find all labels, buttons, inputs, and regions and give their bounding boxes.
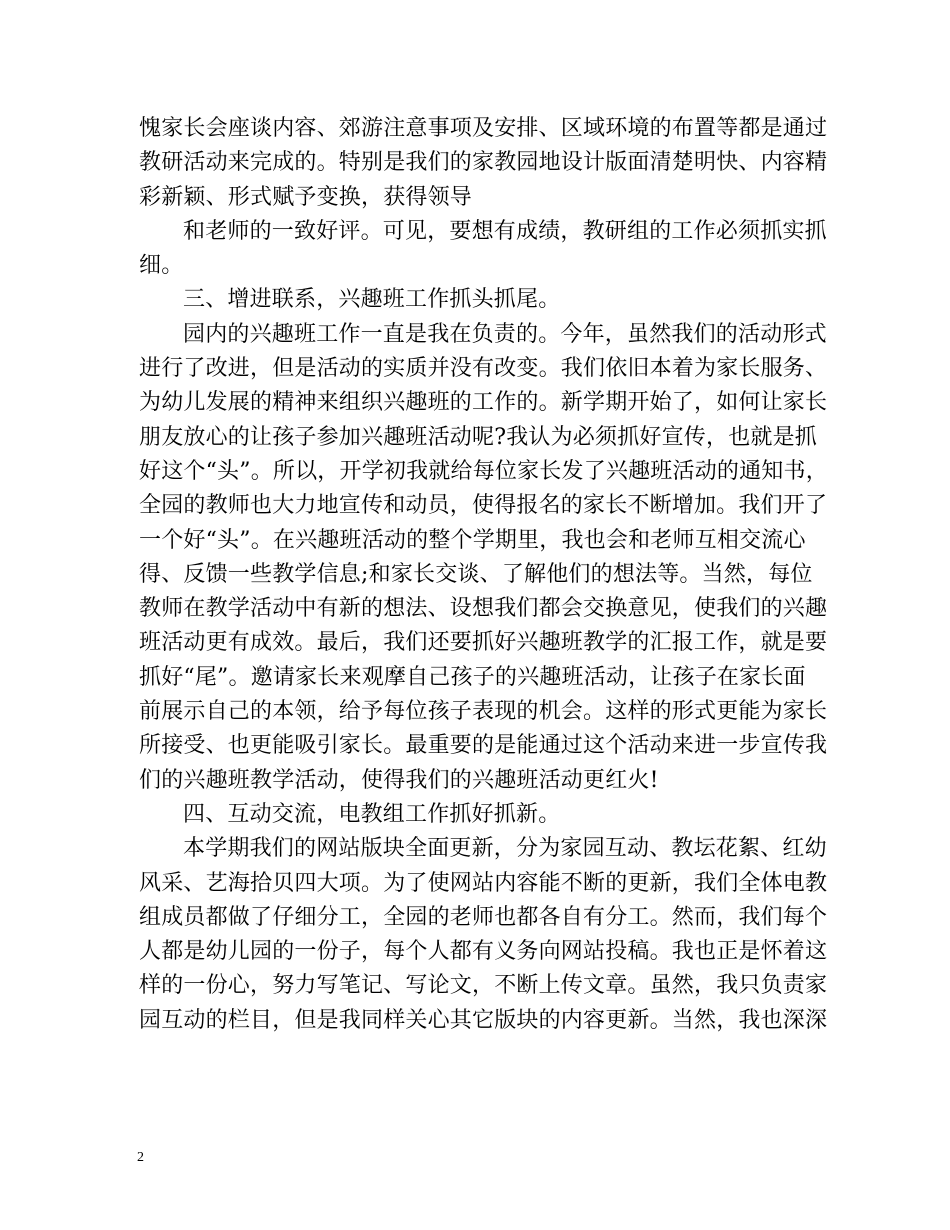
- text-line: 教研活动来完成的。特别是我们的家教园地设计版面清楚明快、内容精: [139, 150, 828, 176]
- text-line: 得、反馈一些教学信息;和家长交谈、了解他们的想法等。当然，每位: [139, 561, 813, 587]
- document-body: [139, 112, 828, 1038]
- text-line: 班活动更有成效。最后，我们还要抓好兴趣班教学的汇报工作，就是要: [139, 630, 828, 656]
- page-number: 2: [137, 1150, 144, 1165]
- text-line: 进行了改进，但是活动的实质并没有改变。我们依旧本着为家长服务、: [139, 356, 828, 382]
- text-line: 人都是幼儿园的一份子，每个人都有义务向网站投稿。我也正是怀着这: [139, 939, 828, 965]
- text-line: 组成员都做了仔细分工，全园的老师也都各自有分工。然而，我们每个: [139, 904, 828, 930]
- text-line: 细。: [139, 253, 184, 279]
- text-line: 愧家长会座谈内容、郊游注意事项及安排、区域环境的布置等都是通过: [139, 116, 828, 141]
- text-line: 全园的教师也大力地宣传和动员，使得报名的家长不断增加。我们开了: [139, 493, 828, 519]
- text-line: 园互动的栏目，但是我同样关心其它版块的内容更新。当然，我也深深: [139, 1007, 828, 1033]
- text-line: 三、增进联系，兴趣班工作抓头抓尾。: [183, 287, 561, 313]
- text-line: 一个好“头”。在兴趣班活动的整个学期里，我也会和老师互相交流心: [139, 527, 806, 553]
- text-line: 样的一份心，努力写笔记、写论文，不断上传文章。虽然，我只负责家: [139, 973, 828, 999]
- text-line: 和老师的一致好评。可见，要想有成绩，教研组的工作必须抓实抓: [183, 218, 827, 244]
- text-line: 彩新颖、形式赋予变换，获得领导: [139, 184, 473, 210]
- text-line: 为幼儿发展的精神来组织兴趣班的工作的。新学期开始了，如何让家长: [139, 390, 828, 416]
- text-line: 本学期我们的网站版块全面更新，分为家园互动、教坛花絮、红幼: [183, 836, 827, 862]
- text-line: 教师在教学活动中有新的想法、设想我们都会交换意见，使我们的兴趣: [139, 596, 828, 622]
- text-line: 风采、艺海拾贝四大项。为了使网站内容能不断的更新，我们全体电教: [139, 870, 828, 896]
- text-line: 四、互动交流，电教组工作抓好抓新。: [183, 801, 561, 827]
- text-line: 们的兴趣班教学活动，使得我们的兴趣班活动更红火!: [139, 767, 659, 793]
- text-line: 好这个“头”。所以，开学初我就给每位家长发了兴趣班活动的通知书，: [139, 458, 828, 484]
- text-line: 所接受、也更能吸引家长。最重要的是能通过这个活动来进一步宣传我: [139, 733, 828, 759]
- text-line: 朋友放心的让孩子参加兴趣班活动呢?我认为必须抓好宣传，也就是抓: [139, 424, 817, 450]
- text-line: 园内的兴趣班工作一直是我在负责的。今年，虽然我们的活动形式: [183, 321, 827, 347]
- text-line: 抓好“尾”。邀请家长来观摩自己孩子的兴趣班活动，让孩子在家长面: [139, 664, 806, 690]
- text-line: 前展示自己的本领，给予每位孩子表现的机会。这样的形式更能为家长: [139, 699, 828, 725]
